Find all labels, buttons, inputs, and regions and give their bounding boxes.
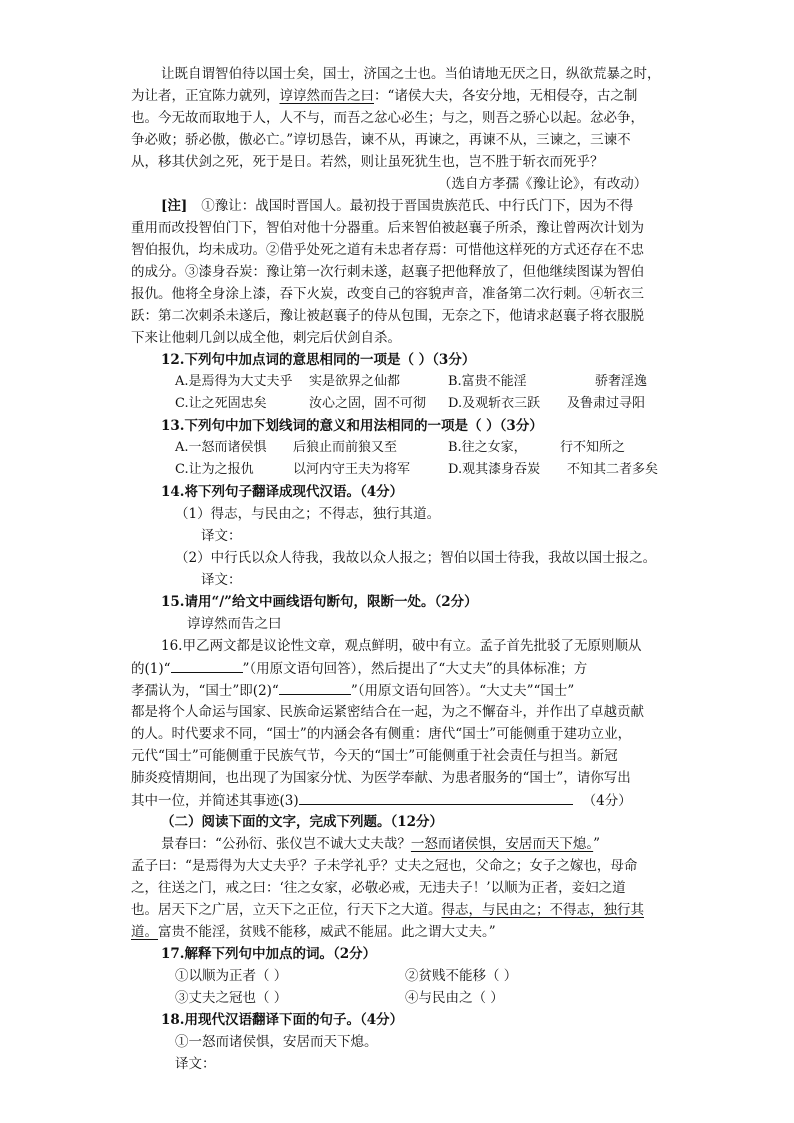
q12-option-a-1: A.是焉得为大丈夫乎	[175, 374, 293, 389]
question-18-stem: 18.用现代汉语翻译下面的句子。（4分）	[161, 1012, 404, 1028]
part-2-title: （二）阅读下面的文字，完成下列题。（12分）	[161, 814, 444, 830]
q13-option-a-2: 后狼止而前狼又至	[293, 440, 398, 455]
q13-option-b-1: B.往之女家，	[448, 440, 527, 455]
question-12-row-1	[175, 372, 675, 392]
question-16-line-8	[131, 790, 632, 811]
q17-item-2: ②贫贱不能移（ ）	[405, 968, 518, 984]
notes-line-4: 的成分。③漆身吞炭：豫让第一次行刺未遂，赵襄子把他释放了，但他继续图谋为智伯	[131, 264, 644, 280]
q12-option-c-2: 汝心之固，固不可彻	[309, 396, 427, 411]
passage-line-2	[131, 86, 637, 106]
part-2-line-2: 孟子曰：“是焉得为大丈夫乎？子未学礼乎？丈夫之冠也，父命之；女子之嫁也，母命	[131, 858, 638, 874]
notes-label: [注]	[161, 198, 188, 214]
q16-blank-2[interactable]	[279, 680, 351, 695]
q13-option-d-2: 不知其二者多矣	[567, 462, 659, 477]
q17-item-4: ④与民由之（ ）	[405, 990, 504, 1006]
passage-line-4: 争必败；骄必傲，傲必亡。”谆切恳告，谏不从，再谏之，再谏不从，三谏之，三谏不	[131, 132, 631, 148]
question-13-stem: 13.下列句中加下划线词的意义和用法相同的一项是（ ）（3分）	[161, 418, 543, 434]
passage-underlined-sentence: 谆谆然而告之曰	[279, 88, 374, 104]
part-2-line-3: 之，往送之门，戒之曰：‘往之女家，必敬必戒，无违夫子！’以顺为正者，妾妇之道	[131, 880, 626, 896]
question-13-row-1	[175, 438, 675, 458]
question-16-line-5: 的人。时代要求不同，“国士”的内涵会各有侧重：唐代“国士”可能侧重于建功立业，	[131, 726, 632, 742]
q13-option-b-2: 行不知所之	[560, 440, 626, 455]
part-2-underlined-3: 道。	[131, 924, 158, 940]
q17-item-3: ③丈夫之冠也（ ）	[175, 990, 288, 1006]
q16-blank-3[interactable]	[299, 790, 573, 805]
question-15-text: 谆谆然而告之曰	[187, 616, 282, 632]
q13-option-d-1: D.观其漆身吞炭	[448, 462, 541, 477]
part-2-line-5-rest: 富贵不能淫，贫贱不能移，威武不能屈。此之谓大丈夫。”	[158, 924, 496, 940]
passage-line-2-rest: ：“诸侯大夫，各安分地，无相侵夺，古之制	[374, 88, 638, 104]
q12-option-b-2: 骄奢淫逸	[595, 374, 648, 389]
question-14-stem: 14.将下列句子翻译成现代汉语。（4分）	[161, 484, 404, 500]
notes-line-3: 智伯报仇，均未成功。②借乎处死之道有未忠者存焉：可惜他这样死的方式还存在不忠	[131, 242, 644, 258]
question-16-line-2	[131, 658, 587, 679]
q16-blank-3-prefix: 其中一位，并简述其事迹(3)	[131, 793, 299, 809]
question-16-line-1: 16.甲乙两文都是议论性文章，观点鲜明，破中有立。孟子首先批驳了无原则顺从	[161, 638, 642, 654]
question-18-translation-label: 译文：	[175, 1056, 216, 1072]
question-14-translation-label-2: 译文：	[201, 572, 242, 588]
question-13-row-2	[175, 460, 675, 480]
notes-line-6: 跃：第二次刺杀未遂后，豫让被赵襄子的侍从包围，无奈之下，他请求赵襄子将衣服脱	[131, 308, 644, 324]
q17-item-1: ①以顺为正者（ ）	[175, 968, 288, 984]
passage-line-3: 也。今无故而取地于人，人不与，而吾之忿心必生；与之，则吾之骄心以起。忿必争，	[131, 110, 644, 126]
passage-source: （选自方孝孺《豫让论》，有改动）	[438, 176, 648, 192]
question-14-sentence-2: （2）中行氏以众人待我，我故以众人报之；智伯以国士待我，我故以国士报之。	[175, 550, 657, 566]
q13-option-a-1: A.一怒而诸侯惧	[175, 440, 267, 455]
q16-points: （4分）	[582, 793, 632, 809]
passage-line-1: 让既自谓智伯待以国士矣，国士，济国之士也。当伯请地无厌之日，纵欲荒暴之时，	[161, 66, 661, 82]
question-18-sentence-1: ①一怒而诸侯惧，安居而天下熄。	[175, 1034, 378, 1050]
notes-line-7: 下来让他刺几剑以成全他，刺完后伏剑自杀。	[131, 330, 401, 346]
q12-option-b-1: B.富贵不能淫	[448, 374, 527, 389]
notes-line-2: 重用而改投智伯门下，智伯对他十分器重。后来智伯被赵襄子所杀，豫让曾两次计划为	[131, 220, 644, 236]
q12-option-d-1: D.及观斩衣三跃	[448, 396, 541, 411]
question-12-stem: 12.下列句中加点词的意思相同的一项是（ ）（3分）	[161, 352, 476, 368]
question-16-line-4: 都是将个人命运与国家、民族命运紧密结合在一起，为之不懈奋斗，并作出了卓越贡献	[131, 704, 644, 720]
part-2-line-1-start: 景春曰：“公孙衍、张仪岂不诚大丈夫哉？	[161, 836, 411, 852]
passage-line-2-start: 为让者，正宜陈力就列，	[131, 88, 280, 104]
part-2-line-5	[131, 922, 496, 942]
part-2-line-4	[131, 900, 644, 920]
question-17-row-2	[175, 988, 655, 1008]
part-2-underlined-2: 得志，与民由之；不得志，独行其	[441, 902, 644, 918]
q16-blank-1-prefix: 的(1)“	[131, 661, 171, 677]
q12-option-a-2: 实是欲界之仙都	[309, 374, 401, 389]
q12-option-d-2: 及鲁肃过寻阳	[567, 396, 646, 411]
question-16-line-6: 元代“国士”可能侧重于民族气节，今天的“国士”可能侧重于社会责任与担当。新冠	[131, 748, 618, 764]
question-16-line-7: 肺炎疫情期间，也出现了为国家分忧、为医学奉献、为患者服务的“国士”，请你写出	[131, 770, 631, 786]
q16-blank-2-prefix: 孝孺认为，“国士”即(2)“	[131, 683, 279, 699]
notes-text-1: ①豫让：战国时晋国人。最初投于晋国贵族范氏、中行氏门下，因为不得	[201, 198, 634, 214]
part-2-line-1	[161, 834, 600, 854]
q16-blank-1[interactable]	[171, 658, 243, 673]
question-17-row-1	[175, 966, 655, 986]
q13-option-c-1: C.让为之报仇	[175, 462, 254, 477]
question-16-line-3	[131, 680, 574, 701]
notes-line-1	[161, 196, 633, 216]
q16-blank-2-suffix: ”（用原文语句回答）。“大丈夫”“国士”	[350, 683, 575, 699]
q16-blank-1-suffix: ”（用原文语句回答），然后提出了“大丈夫”的具体标准；方	[242, 661, 588, 677]
question-17-stem: 17.解释下列句中加点的词。（2分）	[161, 946, 377, 962]
notes-line-5: 报仇。他将全身涂上漆，吞下火炭，改变自己的容貌声音，准备第二次行刺。④斩衣三	[131, 286, 644, 302]
part-2-underlined-1: 一怒而诸侯惧，安居而天下熄。	[410, 836, 594, 852]
question-12-row-2	[175, 394, 675, 414]
passage-line-5: 从，移其伏剑之死，死于是日。若然，则让虽死犹生也，岂不胜于斩衣而死乎？	[131, 154, 604, 170]
part-2-line-4-start: 也。居天下之广居，立天下之正位，行天下之大道。	[131, 902, 442, 918]
question-14-sentence-1: （1）得志，与民由之；不得志，独行其道。	[175, 506, 441, 522]
q13-option-c-2: 以河内守王夫为将军	[293, 462, 411, 477]
part-2-line-1-end: ”	[593, 836, 601, 852]
question-14-translation-label-1: 译文：	[201, 528, 242, 544]
q12-option-c-1: C.让之死固忠矣	[175, 396, 267, 411]
question-15-stem: 15.请用“/”给文中画线语句断句，限断一处。（2分）	[161, 594, 478, 610]
